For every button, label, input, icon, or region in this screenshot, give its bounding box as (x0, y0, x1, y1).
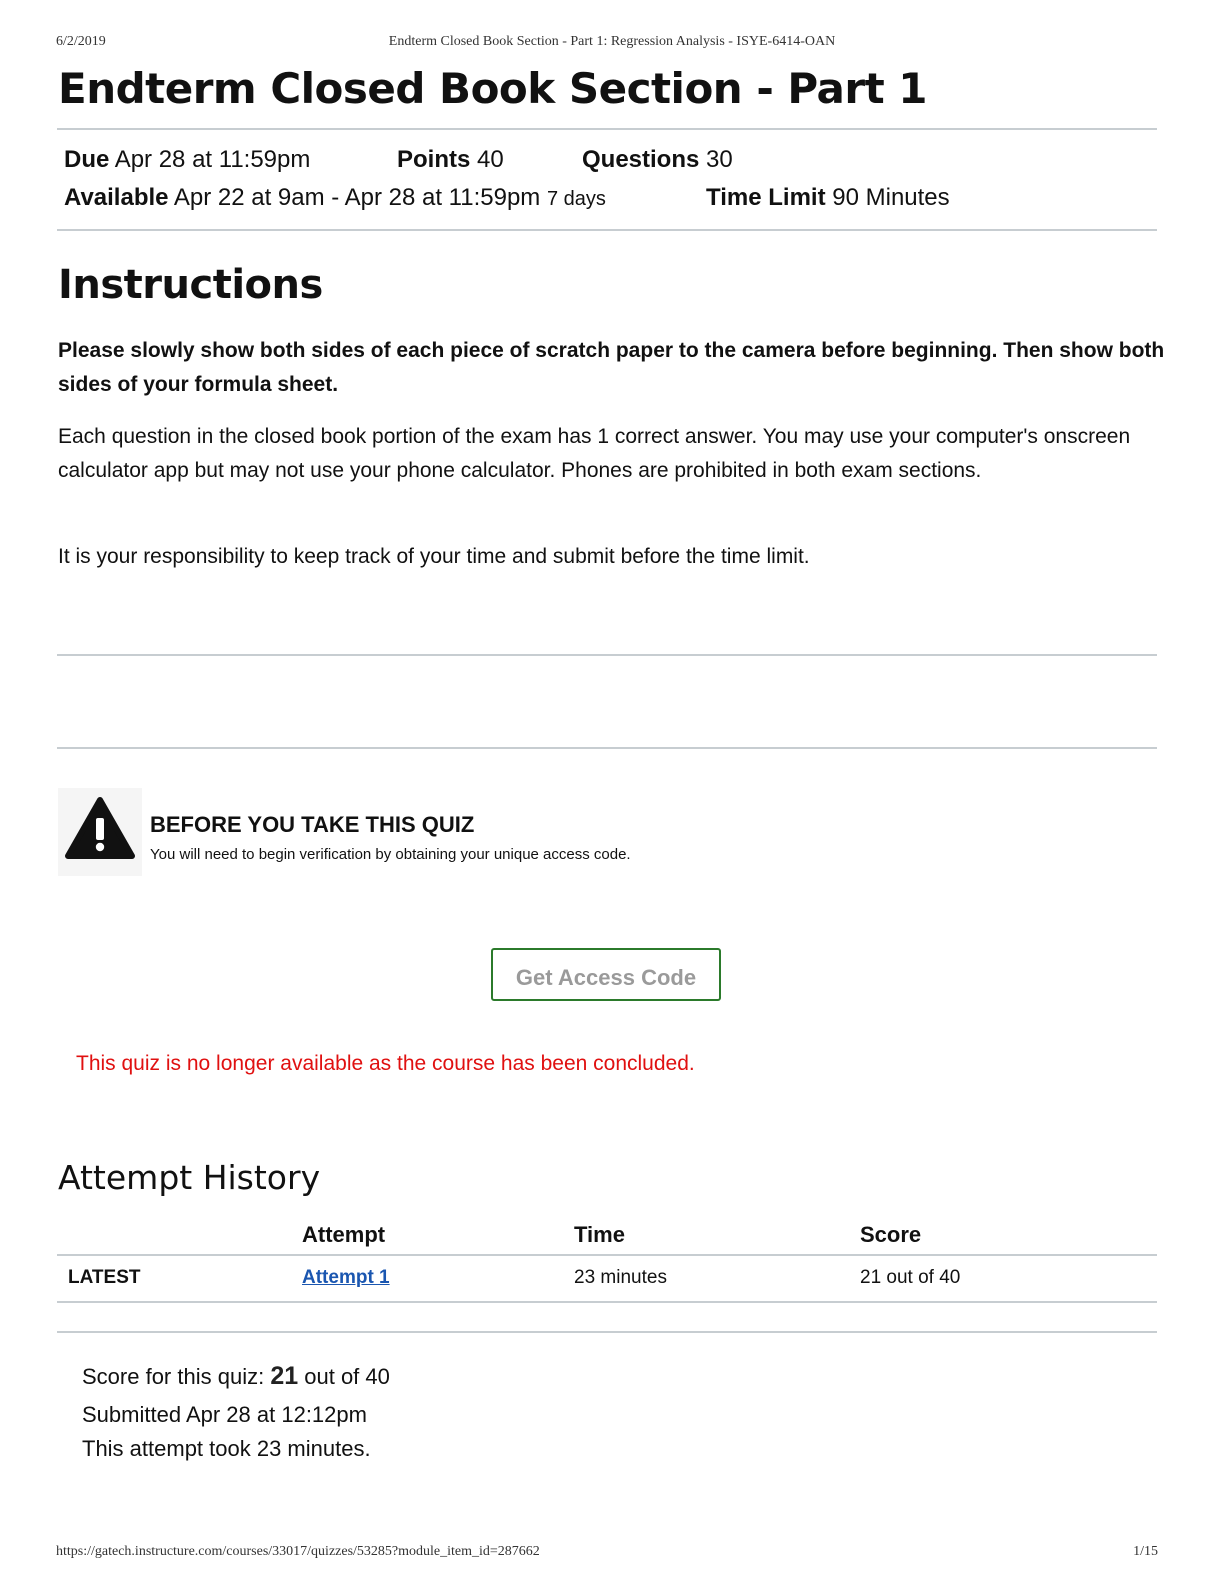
divider (57, 747, 1157, 749)
table-header-divider (57, 1254, 1157, 1256)
print-page-title: Endterm Closed Book Section - Part 1: Regression Analysis - ISYE-6414-OAN (388, 34, 836, 49)
time-limit-label: Time Limit (706, 184, 826, 211)
available-label: Available (64, 184, 169, 211)
questions-meta (582, 146, 733, 174)
quiz-score-summary (82, 1362, 390, 1391)
quiz-meta-row-1 (64, 146, 310, 174)
due-value: Apr 28 at 11:59pm (114, 146, 311, 173)
score-suffix: out of 40 (304, 1364, 390, 1389)
available-meta (64, 184, 606, 212)
attempt-history-heading: Attempt History (58, 1158, 321, 1197)
instructions-heading: Instructions (58, 262, 323, 308)
points-label: Points (397, 146, 471, 173)
print-footer-url: https://gatech.instructure.com/courses/33017/quizzes/53285?module_item_id=287662 (56, 1544, 540, 1559)
column-header-score: Score (860, 1222, 922, 1247)
attempt-score: 21 out of 40 (860, 1267, 961, 1288)
available-value: Apr 22 at 9am - Apr 28 at 11:59pm (173, 184, 541, 211)
available-duration: 7 days (546, 188, 606, 210)
attempt-duration: This attempt took 23 minutes. (82, 1436, 371, 1461)
questions-label: Questions (582, 146, 700, 173)
attempt-1-link[interactable]: Attempt 1 (302, 1267, 390, 1288)
points-value: 40 (477, 146, 504, 173)
score-value: 21 (270, 1362, 299, 1390)
unavailable-message: This quiz is no longer available as the course has been concluded. (76, 1052, 695, 1075)
print-date: 6/2/2019 (56, 34, 106, 49)
due-label: Due (64, 146, 110, 173)
divider (57, 229, 1157, 231)
instructions-bold-paragraph: Please slowly show both sides of each piece of scratch paper to the camera before beginning. Then show both sides of your formula sheet. (58, 339, 1165, 396)
divider (57, 1331, 1157, 1333)
questions-value: 30 (706, 146, 733, 173)
warning-text: You will need to begin verification by obtaining your unique access code. (150, 846, 631, 863)
table-row-divider (57, 1301, 1157, 1303)
submitted-date: Submitted Apr 28 at 12:12pm (82, 1402, 367, 1427)
print-page-number: 1/15 (1133, 1544, 1158, 1559)
column-header-time: Time (574, 1222, 625, 1247)
warning-title: BEFORE YOU TAKE THIS QUIZ (150, 812, 475, 837)
warning-triangle-icon (58, 788, 142, 876)
latest-label: LATEST (68, 1267, 141, 1288)
column-header-attempt: Attempt (302, 1222, 386, 1247)
divider (57, 128, 1157, 130)
attempt-time: 23 minutes (574, 1267, 667, 1288)
instructions-paragraph: Each question in the closed book portion of the exam has 1 correct answer. You may use your computer's onscreen calculator app but may not use your phone calculator. Phones are prohibited in both exam sections. (58, 425, 1131, 482)
time-limit-meta (706, 184, 950, 212)
score-prefix: Score for this quiz: (82, 1364, 265, 1389)
time-limit-value: 90 Minutes (832, 184, 950, 211)
instructions-paragraph: It is your responsibility to keep track of your time and submit before the time limit. (58, 545, 810, 568)
get-access-code-button[interactable]: Get Access Code (491, 948, 721, 1001)
divider (57, 654, 1157, 656)
page-title: Endterm Closed Book Section - Part 1 (58, 64, 928, 113)
points-meta (397, 146, 504, 174)
